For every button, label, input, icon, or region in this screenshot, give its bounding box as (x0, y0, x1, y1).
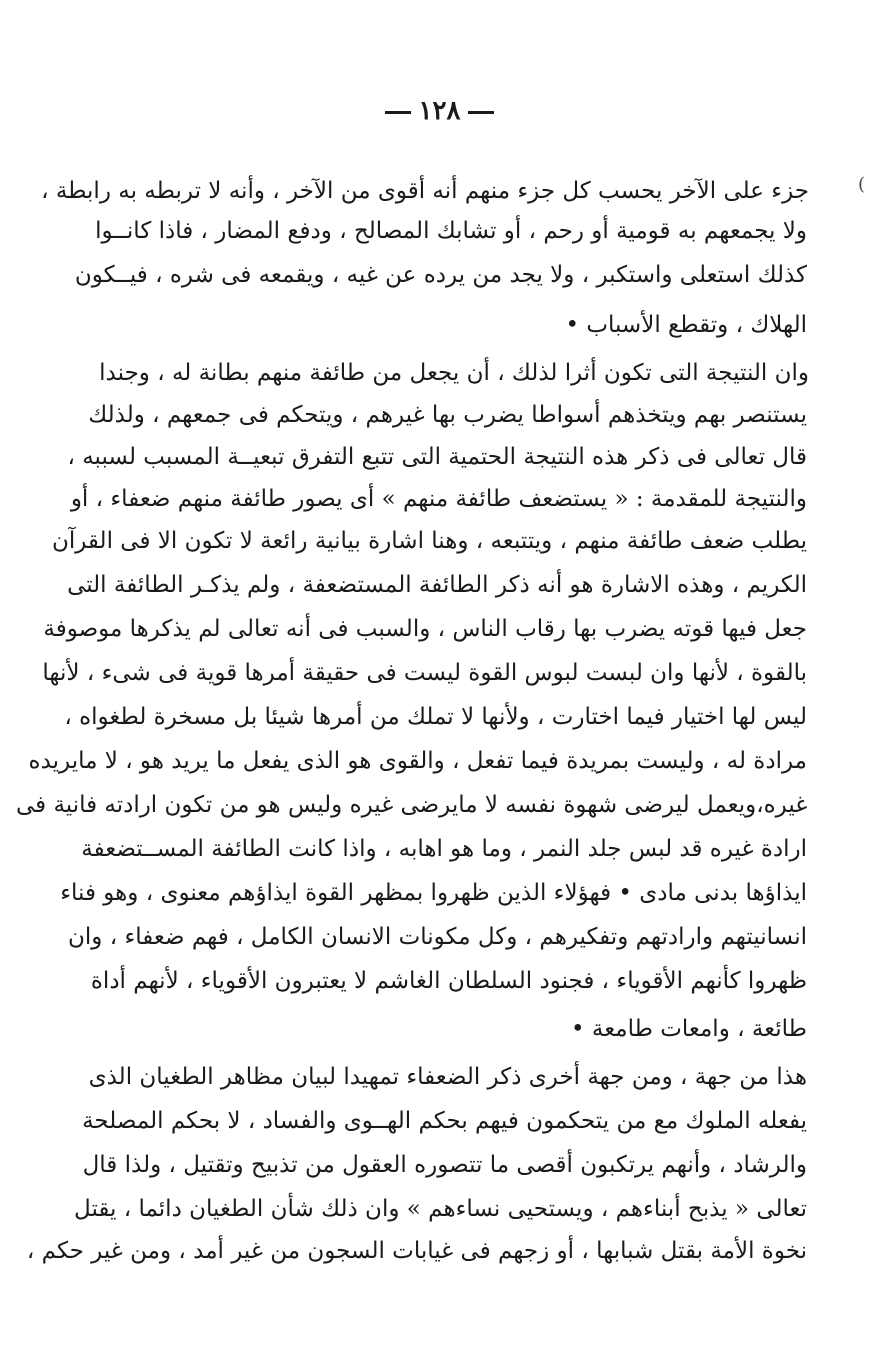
text-line: ليس لها اختيار فيما اختارت ، ولأنها لا تملك من أمرها شيئا بل مسخرة لطغواه ، (64, 704, 807, 730)
text-line: يفعله الملوك مع من يتحكمون فيهم بحكم الهــوى والفساد ، لا بحكم المصلحة (82, 1108, 807, 1134)
text-line: بالقوة ، لأنها وان لبست لبوس القوة ليست فى حقيقة أمرها قوية فى شىء ، لأنها (42, 660, 807, 686)
page-number-text: ١٢٨ (418, 96, 461, 126)
text-line: يستنصر بهم ويتخذهم أسواطا يضرب بها غيرهم ، ويتحكم فى جمعهم ، ولذلك (88, 402, 807, 428)
text-line: مرادة له ، وليست بمريدة فيما تفعل ، والقوى هو الذى يفعل ما يريد هو ، لا مايريده (28, 748, 807, 774)
text-line: جعل فيها قوته يضرب بها رقاب الناس ، والسبب فى أنه تعالى لم يذكرها موصوفة (43, 616, 807, 642)
text-line: غيره،ويعمل ليرضى شهوة نفسه لا مايرضى غيره وليس هو من تكون ارادته فانية فى (15, 792, 807, 818)
text-line: والنتيجة للمقدمة : « يستضعف طائفة منهم » أى يصور طائفة منهم ضعفاء ، أو (70, 486, 807, 512)
text-line: طائعة ، وامعات طامعة • (570, 1016, 807, 1042)
margin-mark: ( (858, 174, 866, 195)
page-number-dash-left (385, 111, 411, 114)
text-line: قال تعالى فى ذكر هذه النتيجة الحتمية التى تتبع التفرق تبعيــة المسبب لسببه ، (67, 444, 807, 470)
text-line: ظهروا كأنهم الأقوياء ، فجنود السلطان الغاشم لا يعتبرون الأقوياء ، لأنهم أداة (90, 968, 807, 994)
text-line: الكريم ، وهذه الاشارة هو أنه ذكر الطائفة المستضعفة ، ولم يذكـر الطائفة التى (67, 572, 807, 598)
text-line: يطلب ضعف طائفة منهم ، ويتتبعه ، وهنا اشارة بيانية رائعة لا تكون الا فى القرآن (51, 528, 807, 554)
text-line: كذلك استعلى واستكبر ، ولا يجد من يرده عن غيه ، ويقمعه فى شره ، فيــكون (74, 262, 807, 288)
text-line: جزء على الآخر يحسب كل جزء منهم أنه أقوى من الآخر ، وأنه لا تربطه به رابطة ، (41, 178, 809, 204)
text-line: نخوة الأمة بقتل شبابها ، أو زجهم فى غيابات السجون من غير أمد ، ومن غير حكم ، (26, 1238, 807, 1264)
text-line: تعالى « يذبح أبناءهم ، ويستحيى نساءهم » وان ذلك شأن الطغيان دائما ، يقتل (74, 1196, 807, 1222)
text-line: والرشاد ، وأنهم يرتكبون أقصى ما تتصوره العقول من تذبيح وتقتيل ، ولذا قال (82, 1152, 807, 1178)
text-line: ايذاؤها بدنى مادى • فهؤلاء الذين ظهروا بمظهر القوة ايذاؤهم معنوى ، وهو فناء (60, 880, 807, 906)
text-line: وان النتيجة التى تكون أثرا لذلك ، أن يجعل من طائفة منهم بطانة له ، وجندا (99, 360, 809, 386)
page-number (0, 96, 879, 126)
text-line: هذا من جهة ، ومن جهة أخرى ذكر الضعفاء تمهيدا لبيان مظاهر الطغيان الذى (88, 1064, 807, 1090)
page-number-dash-right (468, 111, 494, 114)
text-line: ارادة غيره قد لبس جلد النمر ، وما هو اهابه ، واذا كانت الطائفة المســتضعفة (81, 836, 807, 862)
text-line: الهلاك ، وتقطع الأسباب • (565, 312, 807, 338)
text-line: انسانيتهم وارادتهم وتفكيرهم ، وكل مكونات الانسان الكامل ، فهم ضعفاء ، وان (68, 924, 807, 950)
text-line: ولا يجمعهم به قومية أو رحم ، أو تشابك المصالح ، ودفع المضار ، فاذا كانــوا (95, 218, 807, 244)
